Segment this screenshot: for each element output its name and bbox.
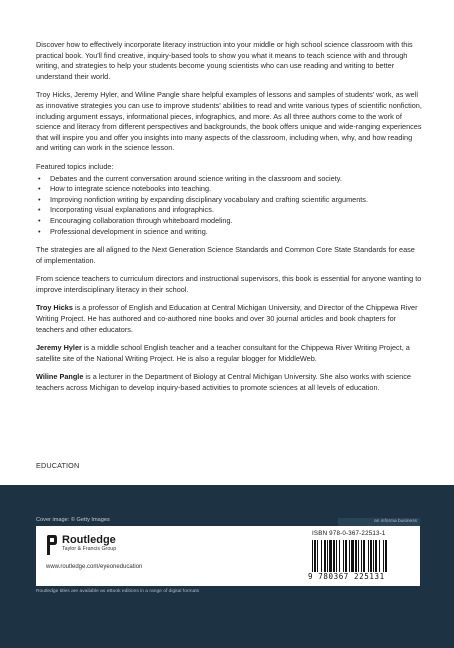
- routledge-logo-icon: [46, 534, 58, 556]
- intro-paragraph: Discover how to effectively incorporate literacy instruction into your middle or high school science classroom with this practical book. You'll find creative, inquiry-based tools to show you what it means to teach science with and through writing, and strategies to help your students become young scientists who can use reading and writing to better understand their world.: [36, 40, 413, 81]
- topic-item: • Encouraging collaboration through whiteboard modeling.: [36, 216, 422, 227]
- topic-item: • How to integrate science notebooks into teaching.: [36, 184, 422, 195]
- author-bios: [36, 303, 422, 393]
- ebook-availability-note: Routledge titles are available as eBook editions in a range of digital formats: [36, 589, 200, 594]
- subject-category: EDUCATION: [36, 461, 80, 470]
- author-bio-text: is a middle school English teacher and a teacher consultant for the Chippewa River Writing Project, a satellite site of the National Writing Project. He is also a regular blogger for MiddleWeb.: [36, 343, 410, 363]
- author-bio-text: is a professor of English and Education at Central Michigan University, and Director of the Chippewa River Writing Project. He has authored and co-authored nine books and over 30 journal articles and book chapters for teachers and other educators.: [36, 303, 418, 334]
- cover-footer: [0, 485, 454, 648]
- author-bio-text: is a lecturer in the Department of Biology at Central Michigan University. She also works with science teachers across Michigan to develop inquiry-based activities to promote sciences at all levels of education.: [36, 372, 411, 393]
- cover-image-credit: Cover image: © Getty Images: [36, 517, 110, 523]
- isbn-number: ISBN 978-0-367-22513-1: [312, 530, 386, 537]
- publisher-logo: [62, 534, 116, 553]
- authors-overview-paragraph: Troy Hicks, Jeremy Hyler, and Wiline Pangle share helpful examples of lessons and samples of students' work, as well as innovative strategies you can use to improve students' abilities to read and write various types of scientific nonfiction, including argument essays, informational pieces, infographics, and more. As all three authors come to the work of science and literacy from different perspectives and backgrounds, the book offers unique and wide-ranging experiences that will inspire you and offer you insights into many aspects of the classroom, including when, why, and how reading and writing can work in the science lesson.: [36, 90, 422, 153]
- barcode-digits: 9 780367 225131: [308, 572, 385, 581]
- author-name: Jeremy Hyler: [36, 343, 82, 353]
- informa-business-tag: an informa business: [338, 518, 420, 526]
- topic-item: • Improving nonfiction writing by expanding disciplinary vocabulary and crafting scientific arguments.: [36, 195, 422, 206]
- barcode-icon: [310, 540, 414, 572]
- topic-item: • Debates and the current conversation around science writing in the classroom and society.: [36, 174, 422, 185]
- standards-paragraph: The strategies are all aligned to the Next Generation Science Standards and Common Core State Standards for ease of implementation.: [36, 245, 415, 265]
- topic-item: • Incorporating visual explanations and infographics.: [36, 205, 422, 216]
- back-cover-text: [36, 40, 422, 402]
- author-name: Wiline Pangle: [36, 372, 84, 382]
- isbn-barcode-box: [306, 519, 420, 586]
- author-name: Troy Hicks: [36, 303, 73, 313]
- publisher-name: Routledge: [62, 534, 116, 546]
- publisher-group: Taylor & Francis Group: [62, 546, 117, 552]
- topic-item: • Professional development in science and writing.: [36, 227, 422, 238]
- publisher-url: www.routledge.com/eyeoneducation: [46, 564, 143, 570]
- author-bio: [36, 372, 422, 393]
- author-bio: [36, 303, 422, 335]
- audience-paragraph: From science teachers to curriculum directors and instructional supervisors, this book is essential for anyone wanting to improve interdisciplinary literacy in their school.: [36, 274, 422, 294]
- author-bio: [36, 343, 422, 364]
- featured-topics-list: [36, 174, 422, 238]
- featured-topics-label: Featured topics include:: [36, 161, 114, 171]
